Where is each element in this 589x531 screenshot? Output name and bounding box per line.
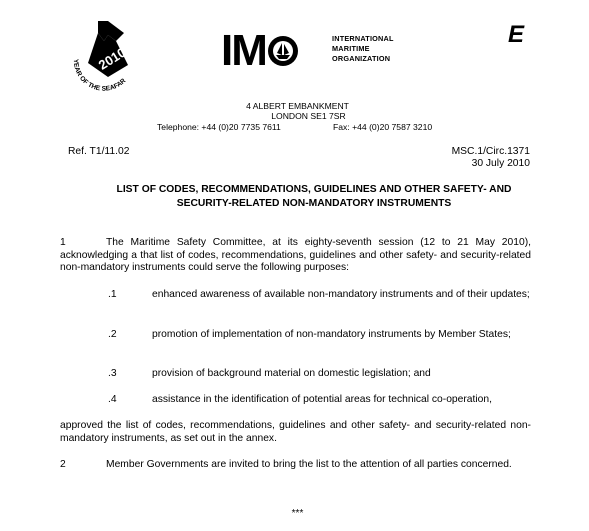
title-line: SECURITY-RELATED NON-MANDATORY INSTRUMENTS bbox=[176, 197, 452, 209]
document-symbol: MSC.1/Circ.1371 bbox=[451, 146, 530, 157]
org-name-line: ORGANIZATION bbox=[332, 53, 391, 63]
document-title bbox=[40, 183, 588, 210]
fax-number: Fax: +44 (0)20 7587 3210 bbox=[333, 122, 433, 132]
svg-text:2010: 2010 bbox=[95, 44, 129, 73]
organization-name bbox=[332, 34, 394, 63]
item-text: provision of background material on domestic legislation; and bbox=[152, 368, 431, 379]
paragraph-1-close: approved the list of codes, recommendations, guidelines and other safety- and security-related non-mandatory instruments, as set out in the annex. bbox=[60, 420, 531, 444]
item-number: .1 bbox=[108, 289, 117, 300]
paragraph-text: The Maritime Safety Committee, at its eighty-seventh session (12 to 21 May 2010), acknowledging a that list of codes, recommendations, guidelines and other safety- and security-related non-mandatory instruments could serve the following purposes: bbox=[60, 237, 531, 274]
paragraph-number: 2 bbox=[60, 459, 66, 470]
paragraph-1 bbox=[60, 237, 531, 275]
item-number: .4 bbox=[108, 394, 117, 405]
address-line: LONDON SE1 7SR bbox=[271, 111, 346, 121]
reference-number: Ref. T1/11.02 bbox=[68, 146, 130, 157]
org-name-line: MARITIME bbox=[332, 43, 370, 53]
paragraph-2 bbox=[60, 459, 531, 472]
paragraph-number: 1 bbox=[60, 237, 66, 248]
item-text: promotion of implementation of non-mandatory instruments by Member States; bbox=[152, 329, 511, 340]
item-number: .3 bbox=[108, 368, 117, 379]
item-text: assistance in the identification of potential areas for technical co-operation, bbox=[152, 394, 492, 405]
language-code: E bbox=[508, 21, 525, 48]
imo-wordmark: I M bbox=[221, 31, 300, 71]
title-line: LIST OF CODES, RECOMMENDATIONS, GUIDELINES AND OTHER SAFETY- AND bbox=[116, 184, 512, 195]
svg-text:YEAR OF THE SEAFARER: YEAR OF THE SEAFAR bbox=[71, 58, 128, 93]
imo-emblem-icon bbox=[267, 35, 299, 67]
item-number: .2 bbox=[108, 329, 117, 340]
item-text: enhanced awareness of available non-mandatory instruments and of their updates; bbox=[152, 289, 530, 300]
document-date: 30 July 2010 bbox=[471, 158, 530, 169]
telephone-number: Telephone: +44 (0)20 7735 7611 bbox=[157, 122, 281, 132]
org-name-line: INTERNATIONAL bbox=[332, 34, 394, 43]
year-of-the-seafarer-logo bbox=[68, 19, 138, 93]
paragraph-text: Member Governments are invited to bring the list to the attention of all parties concerned. bbox=[106, 459, 512, 470]
end-marker: *** bbox=[291, 508, 304, 519]
address-line: 4 ALBERT EMBANKMENT bbox=[246, 101, 349, 111]
